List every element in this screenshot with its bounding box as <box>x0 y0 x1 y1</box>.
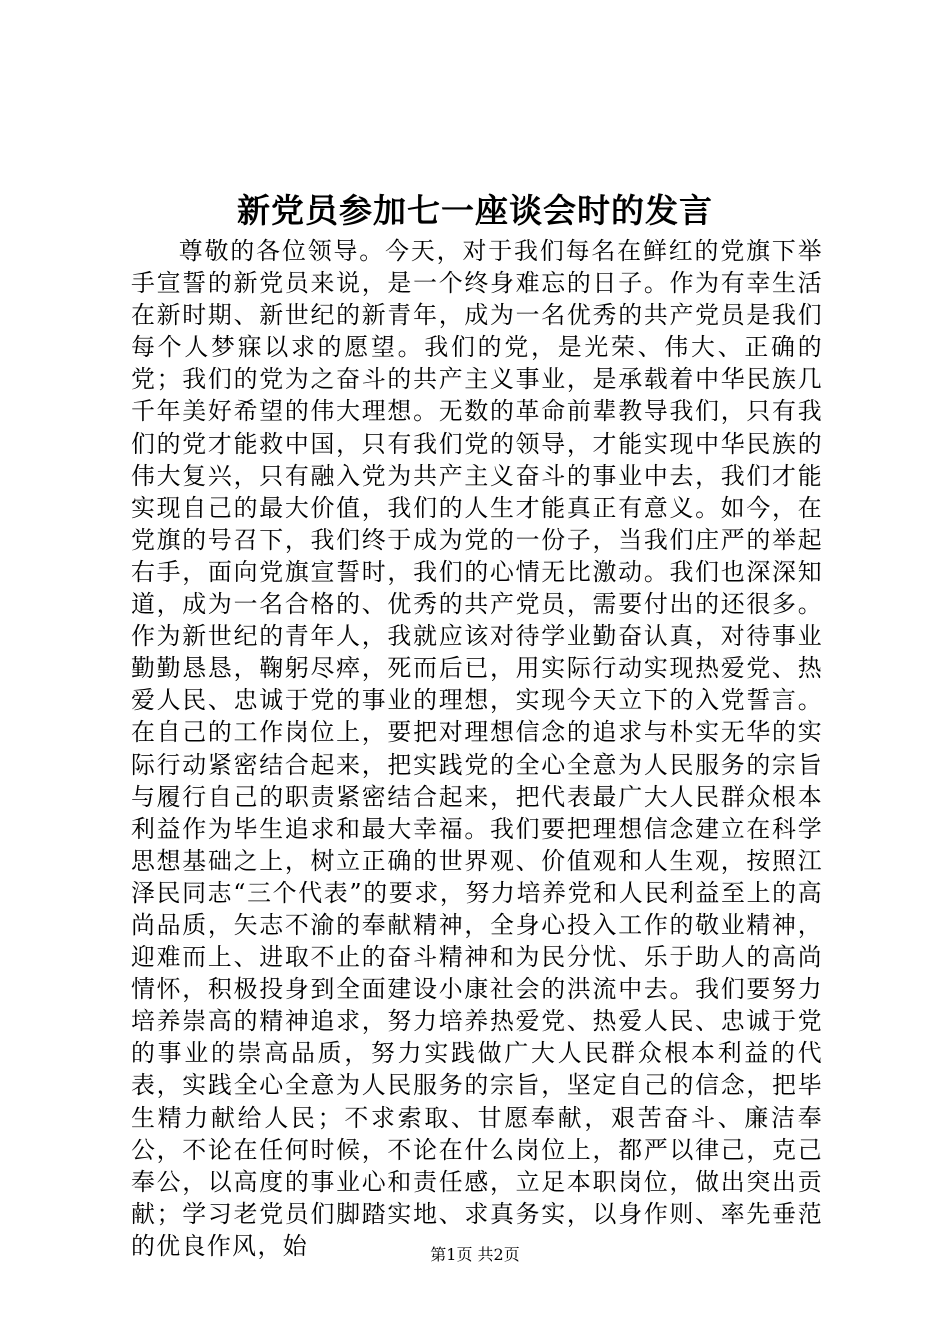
document-title: 新党员参加七一座谈会时的发言 <box>237 191 713 230</box>
document-body-paragraph: 尊敬的各位领导。今天，对于我们每名在鲜红的党旗下举手宣誓的新党员来说，是一个终身难忘的日子。作为有幸生活在新时期、新世纪的新青年，成为一名优秀的共产党员是我们每个人梦寐以求的愿望。我们的党，是光荣、伟大、正确的党；我们的党为之奋斗的共产主义事业，是承载着中华民族几千年美好希望的伟大理想。无数的革命前辈教导我们，只有我们的党才能救中国，只有我们党的领导，才能实现中华民族的伟大复兴，只有融入党为共产主义奋斗的事业中去，我们才能实现自己的最大价值，我们的人生才能真正有意义。如今，在党旗的号召下，我们终于成为党的一份子，当我们庄严的举起右手，面向党旗宣誓时，我们的心情无比激动。我们也深深知道，成为一名合格的、优秀的共产党员，需要付出的还很多。作为新世纪的青年人，我就应该对待学业勤奋认真，对待事业勤勤恳恳，鞠躬尽瘁，死而后已，用实际行动实现热爱党、热爱人民、忠诚于党的事业的理想，实现今天立下的入党誓言。在自己的工作岗位上，要把对理想信念的追求与朴实无华的实际行动紧密结合起来，把实践党的全心全意为人民服务的宗旨与履行自己的职责紧密结合起来，把代表最广大人民群众根本利益作为毕生追求和最大幸福。我们要把理想信念建立在科学思想基础之上，树立正确的世界观、价值观和人生观，按照江泽民同志“三个代表”的要求，努力培养党和人民利益至上的高尚品质，矢志不渝的奉献精神，全身心投入工作的敬业精神，迎难而上、进取不止的奋斗精神和为民分忧、乐于助人的高尚情怀，积极投身到全面建设小康社会的洪流中去。我们要努力培养崇高的精神追求，努力培养热爱党、热爱人民、忠诚于党的事业的崇高品质，努力实践做广大人民群众根本利益的代表，实践全心全意为人民服务的宗旨，坚定自己的信念，把毕生精力献给人民；不求索取、甘愿奉献，艰苦奋斗、廉洁奉公，不论在任何时候，不论在什么岗位上，都严以律己，克己奉公，以高度的事业心和责任感，立足本职岗位，做出突出贡献；学习老党员们脚踏实地、求真务实，以身作则、率先垂范的优良作风，始 <box>131 237 823 1260</box>
page-footer-indicator: 第1页 共2页 <box>430 1245 520 1264</box>
